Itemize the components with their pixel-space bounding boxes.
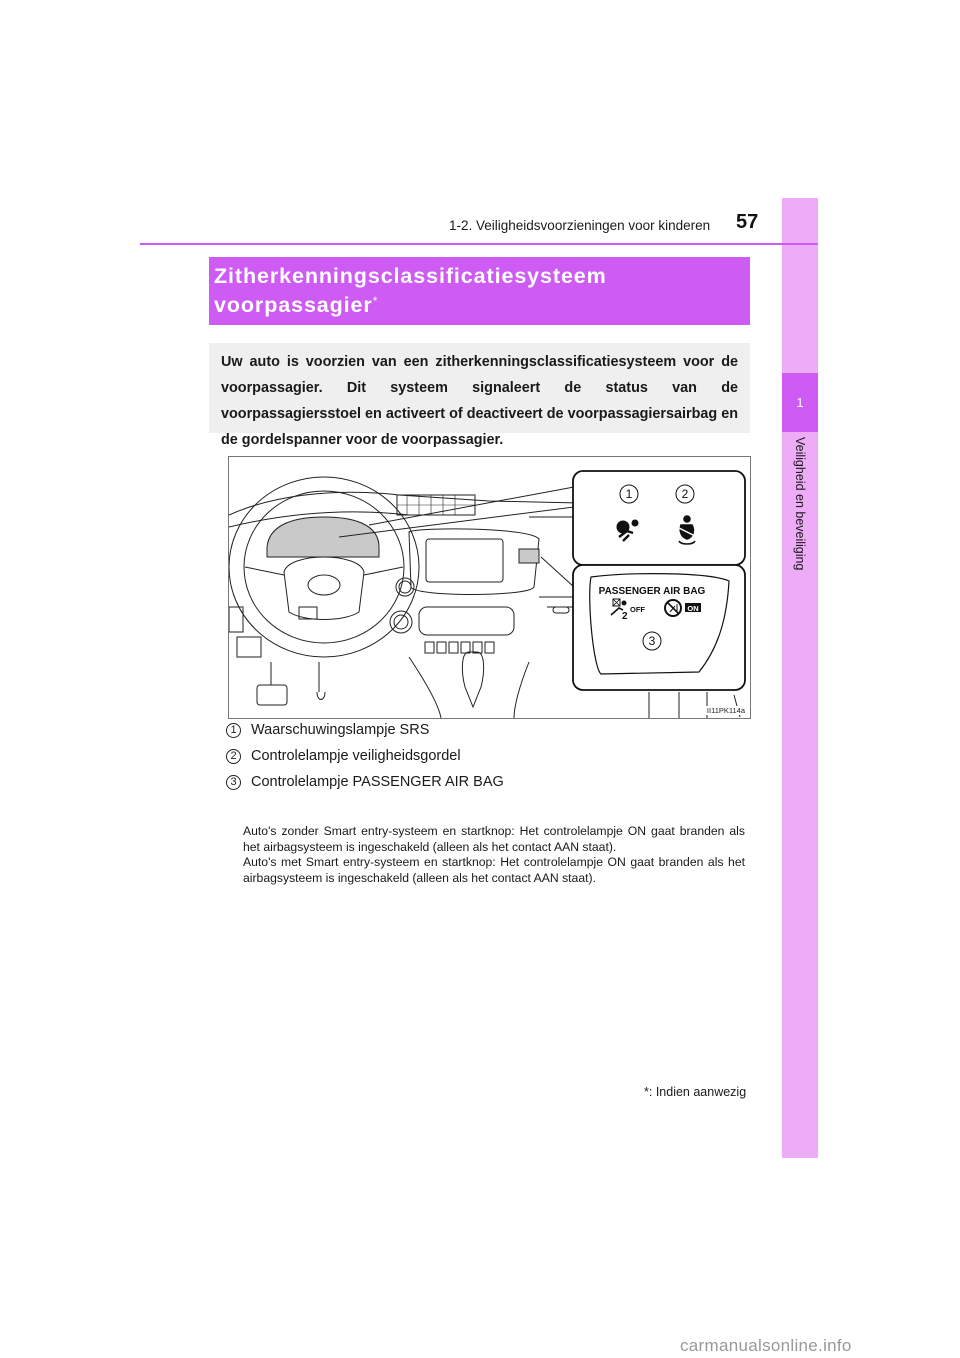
legend-label: Waarschuwingslampje SRS [251, 722, 430, 738]
legend-number: 1 [226, 723, 241, 738]
section-title-band [209, 257, 750, 325]
legend-item [226, 774, 504, 790]
note-block [243, 824, 745, 886]
legend-item [226, 722, 429, 738]
chapter-number-tab [782, 373, 818, 432]
section-title-line1: Zitherkenningsclassificatiesysteem [214, 264, 607, 288]
note-paragraph: Auto's met Smart entry-systeem en startknop: Het controlelampje ON gaat branden als het airbagsysteem is ingeschakeld (alleen als het contact AAN staat). [243, 855, 745, 885]
svg-text:1: 1 [625, 487, 633, 501]
chapter-label: Veiligheid en beveiliging [793, 437, 807, 571]
svg-text:ON: ON [687, 604, 699, 613]
legend-number: 3 [226, 775, 241, 790]
running-head: 1-2. Veiligheidsvoorzieningen voor kinderen [449, 218, 711, 233]
svg-text:2: 2 [681, 487, 689, 501]
footnote-text: : Indien aanwezig [648, 1085, 747, 1099]
optional-marker: * [372, 294, 378, 308]
figure-code: II11PK114a [706, 706, 745, 715]
footnote-marker: * [644, 1085, 649, 1099]
section-title [214, 262, 607, 320]
footnote [644, 1085, 746, 1099]
note-paragraph: Auto's zonder Smart entry-systeem en startknop: Het controlelampje ON gaat branden als het airbagsysteem is ingeschakeld (alleen als het contact AAN staat). [243, 824, 745, 854]
legend-label: Controlelampje veiligheidsgordel [251, 748, 461, 764]
chapter-side-tab [782, 198, 818, 1158]
watermark: carmanualsonline.info [680, 1336, 852, 1355]
legend-number: 2 [226, 749, 241, 764]
legend-label: Controlelampje PASSENGER AIR BAG [251, 774, 504, 790]
panel-label: PASSENGER AIR BAG [598, 586, 706, 597]
legend-item [226, 748, 461, 764]
header-rule [140, 243, 818, 245]
chapter-number: 1 [796, 395, 804, 410]
svg-text:3: 3 [648, 634, 656, 648]
svg-text:2: 2 [622, 611, 628, 622]
dashboard-drawing [229, 457, 750, 718]
intro-text: Uw auto is voorzien van een zitherkenningsclassificatiesysteem voor de voorpassagier. Dit systeem signaleert de status van de voorpassagiersstoel en activeert of deactiveert de voorpassagiersairbag en de gordelspanner voor de voorpassagier. [221, 354, 738, 448]
svg-text:OFF: OFF [630, 605, 645, 614]
page-number: 57 [736, 211, 759, 233]
intro-box [209, 343, 750, 448]
chapter-label-container [782, 437, 818, 597]
dashboard-illustration [228, 456, 751, 719]
section-title-line2: voorpassagier [214, 293, 373, 317]
